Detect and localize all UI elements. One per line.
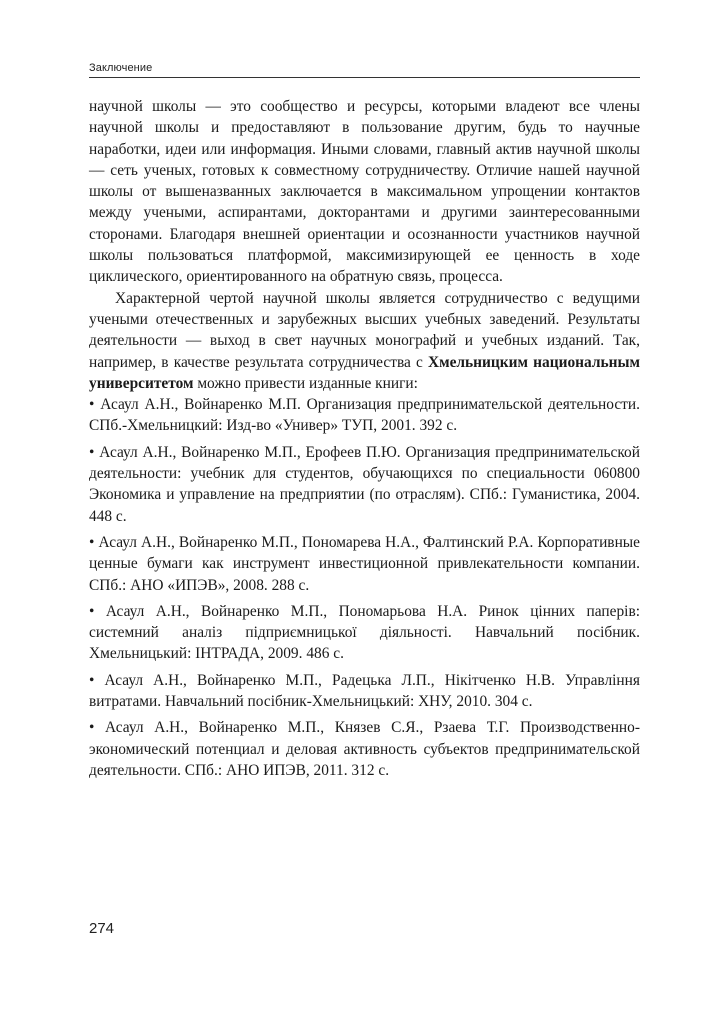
university-name: Хмельницким национальным университетом (89, 353, 640, 392)
bullet-icon: • (89, 396, 95, 414)
book-reference: Асаул А.Н., Войнаренко М.П. Организация предпринимательской деятельности. СПб.-Хмельницкий: Изд-во «Универ» ТУП, 2001. 392 с. (89, 396, 640, 435)
bullet-icon: • (89, 671, 95, 689)
book-reference: Асаул А.Н., Войнаренко М.П., Радецька Л.П., Нікітченко Н.В. Управління витратами. Навчальний посібник-Хмельницький: ХНУ, 2010. 304 с. (89, 671, 640, 711)
book-list-item (89, 670, 640, 713)
page-number: 274 (89, 920, 115, 937)
book-reference: Асаул А.Н., Войнаренко М.П., Пономарева Н.А., Фалтинский Р.А. Корпоративные ценные бумаги как инструмент инвестиционной привлекательности компании. СПб.: АНО «ИПЭВ», 2008. 288 с. (89, 533, 640, 594)
bullet-icon: • (89, 602, 95, 620)
book-reference: Асаул А.Н., Войнаренко М.П., Ерофеев П.Ю. Организация предпринимательской деятельности: учебник для студентов, обучающихся по специальности 060800 Экономика и управление на предприятии (по отраслям). СПб.: Гуманистика, 2004. 448 с. (89, 443, 640, 525)
running-head-title: Заключение (89, 62, 153, 74)
book-list-item (89, 394, 640, 437)
book-list-item (89, 442, 640, 527)
bullet-icon: • (89, 719, 95, 737)
book-reference: Асаул А.Н., Войнаренко М.П., Князев С.Я., Рзаева Т.Г. Производственно-экономический потенциал и деловая активность субъектов предпринимательской деятельности. СПб.: АНО ИПЭВ, 2011. 312 с. (89, 719, 640, 779)
paragraph-collaboration (89, 288, 640, 394)
page-body (89, 96, 640, 781)
book-list-item (89, 717, 640, 781)
paragraph-collaboration-text: Характерной чертой научной школы является сотрудничество с ведущими учеными отечественных и зарубежных высших учебных заведений. Результаты деятельности — выход в свет научных монографий и учебных изданий. Так, например, в качестве результата сотрудничества с (89, 289, 640, 371)
header-divider (89, 77, 640, 78)
book-list-item (89, 601, 640, 665)
paragraph-collaboration-tail: можно привести изданные книги: (193, 374, 418, 392)
bullet-icon: • (89, 533, 95, 551)
bullet-icon: • (89, 443, 95, 461)
paragraph-continuation: научной школы — это сообщество и ресурсы, которыми владеют все члены научной школы и предоставляют в пользование другим, будь то научные наработки, идеи или информация. Иными словами, главный актив научной школы — сеть ученых, готовых к совместному сотрудничеству. Отличие нашей научной школы от вышеназванных заключается в максимальном упрощении контактов между учеными, аспирантами, докторантами и другими заинтересованными сторонами. Благодаря внешней ориентации и осознанности участников научной школы пользоваться платформой, максимизирующей ее ценность в ходе циклического, ориентированного на обратную связь, процесса. (89, 98, 640, 286)
book-list-item (89, 532, 640, 596)
book-reference: Асаул А.Н., Войнаренко М.П., Пономарьова Н.А. Ринок цінних паперів: системний аналіз підприємницької діяльності. Навчальний посібник. Хмельницький: ІНТРАДА, 2009. 486 с. (89, 602, 640, 663)
